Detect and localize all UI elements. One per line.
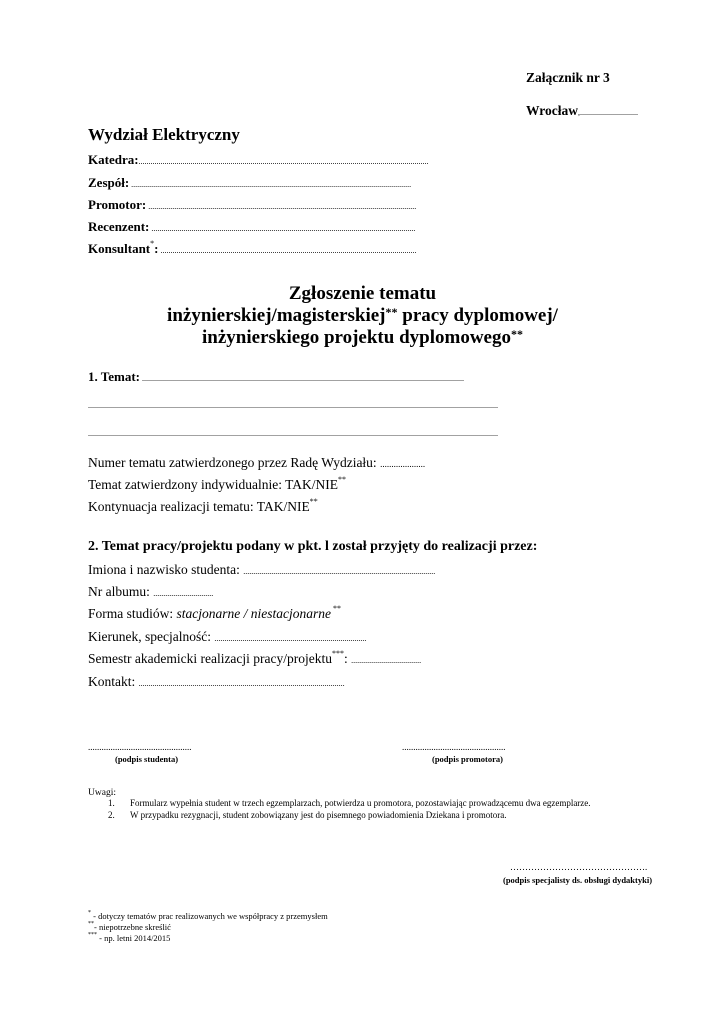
major-label: Kierunek, specjalność: [88, 629, 215, 644]
footnote [88, 922, 171, 932]
notes-title: Uwagi: [88, 788, 116, 798]
note-item [108, 798, 591, 808]
promoter-signature-label: (podpis promotora) [432, 754, 503, 764]
field-dots: ................................................................................................................................ [158, 246, 417, 255]
semester-line [88, 651, 421, 667]
footnote-mark: *** [88, 932, 97, 938]
topic-number-dots: .................... [380, 459, 426, 469]
field-recenzent [88, 219, 415, 235]
field-zespol [88, 175, 411, 191]
footnote-mark: ** [331, 604, 341, 613]
continuation-line [88, 499, 318, 515]
note-text: Formularz wypełnia student w trzech egzemplarzach, potwierdza u promotora, pozostawiając prowadzącemu dwa egzemplarze. [130, 798, 591, 808]
field-konsultant [88, 241, 416, 257]
place-date-line [526, 103, 638, 119]
student-signature-dots: .............................................. [88, 742, 192, 752]
note-number: 2. [108, 810, 115, 820]
study-form-value: stacjonarne / niestacjonarne [176, 606, 331, 621]
footnote-mark: ** [88, 921, 94, 927]
album-number-dots: .............................. [153, 589, 214, 598]
date-dots: ,............................. [578, 108, 638, 117]
footnote-text: - niepotrzebne skreślić [94, 922, 171, 932]
topic-label: 1. Temat: [88, 369, 140, 384]
section-2-heading: 2. Temat pracy/projektu podany w pkt. l został przyjęty do realizacji przez: [88, 539, 538, 554]
attachment-label: Załącznik nr 3 [526, 70, 610, 85]
continuation-text: Kontynuacja realizacji tematu: TAK/NIE [88, 499, 310, 514]
field-katedra [88, 152, 429, 168]
field-dots: ................................................................................................................................................. [138, 157, 429, 166]
semester-label: Semestr akademicki realizacji pracy/projektu [88, 651, 333, 666]
footnote-mark: ** [309, 497, 318, 506]
note-number: 1. [108, 798, 115, 808]
major-line [88, 629, 366, 645]
title-line-2 [0, 305, 725, 327]
title-line-2-text: inżynierskiej/magisterskiej [167, 305, 386, 326]
study-form-line [88, 606, 341, 622]
topic-dots: ................................................................................................................................................................. [140, 374, 464, 383]
field-dots: ............................................................................................................................................ [129, 180, 412, 189]
field-label: Recenzent: [88, 219, 150, 234]
topic-number-line [88, 455, 425, 471]
field-dots: .................................................................................................................................... [149, 224, 416, 233]
student-name-line [88, 562, 435, 578]
field-dots: ...................................................................................................................................... [146, 202, 417, 211]
title-line-2-rest: pracy dyplomowej/ [397, 305, 558, 326]
footnote-text: - np. letni 2014/2015 [97, 933, 171, 943]
title-line-3-text: inżynierskiego projektu dyplomowego [202, 327, 511, 348]
faculty-name: Wydział Elektryczny [88, 125, 240, 144]
study-form-label: Forma studiów: [88, 606, 177, 621]
footnote-mark: ** [385, 305, 398, 319]
major-dots: ............................................................................ [214, 634, 367, 643]
field-label: Konsultant [88, 241, 151, 256]
field-label: Promotor: [88, 197, 147, 212]
field-label: Zespół: [88, 175, 130, 190]
individual-approval-text: Temat zatwierdzony indywidualnie: TAK/NIE [88, 477, 339, 492]
semester-dots: ................................... [351, 656, 422, 665]
album-number-line [88, 584, 213, 600]
footnote-mark: * [150, 239, 155, 248]
field-label: Katedra: [88, 152, 139, 167]
footnote-mark: ** [338, 475, 347, 484]
student-name-dots: ................................................................................................ [243, 567, 436, 576]
note-item [108, 810, 506, 820]
semester-colon: : [344, 651, 352, 666]
promoter-signature-dots: .............................................. [402, 742, 506, 752]
contact-line [88, 674, 345, 690]
topic-dots-line-3: ............................................................................................................................................................................................................. [88, 429, 498, 438]
footnote-mark: ** [510, 327, 523, 341]
title-line-1: Zgłoszenie tematu [288, 283, 437, 304]
footnote [88, 933, 170, 943]
footnote-mark: * [88, 910, 91, 916]
title-line-3 [0, 327, 725, 349]
specialist-signature-label: (podpis specjalisty ds. obsługi dydaktyki) [503, 875, 653, 885]
footnote [88, 911, 328, 921]
contact-label: Kontakt: [88, 674, 139, 689]
topic-dots-line-2: ............................................................................................................................................................................................................. [88, 401, 498, 410]
city-label: Wrocław [526, 103, 578, 118]
footnote-mark: *** [332, 649, 345, 658]
album-number-label: Nr albumu: [88, 584, 154, 599]
student-signature-label: (podpis studenta) [115, 754, 179, 764]
topic-line [88, 369, 464, 385]
topic-number-label: Numer tematu zatwierdzonego przez Radę Wydziału: [88, 455, 381, 470]
document-title [0, 283, 725, 349]
footnote-text: - dotyczy tematów prac realizowanych we współpracy z przemysłem [91, 911, 328, 921]
field-promotor [88, 197, 416, 213]
field-colon: : [154, 241, 159, 256]
individual-approval-line [88, 477, 346, 493]
student-name-label: Imiona i nazwisko studenta: [88, 562, 244, 577]
contact-dots: ....................................................................................................... [138, 679, 345, 688]
note-text: W przypadku rezygnacji, student zobowiązany jest do pisemnego powiadomienia Dziekana i promotora. [130, 810, 507, 820]
specialist-signature-dots: ………………………………………. [510, 862, 648, 872]
